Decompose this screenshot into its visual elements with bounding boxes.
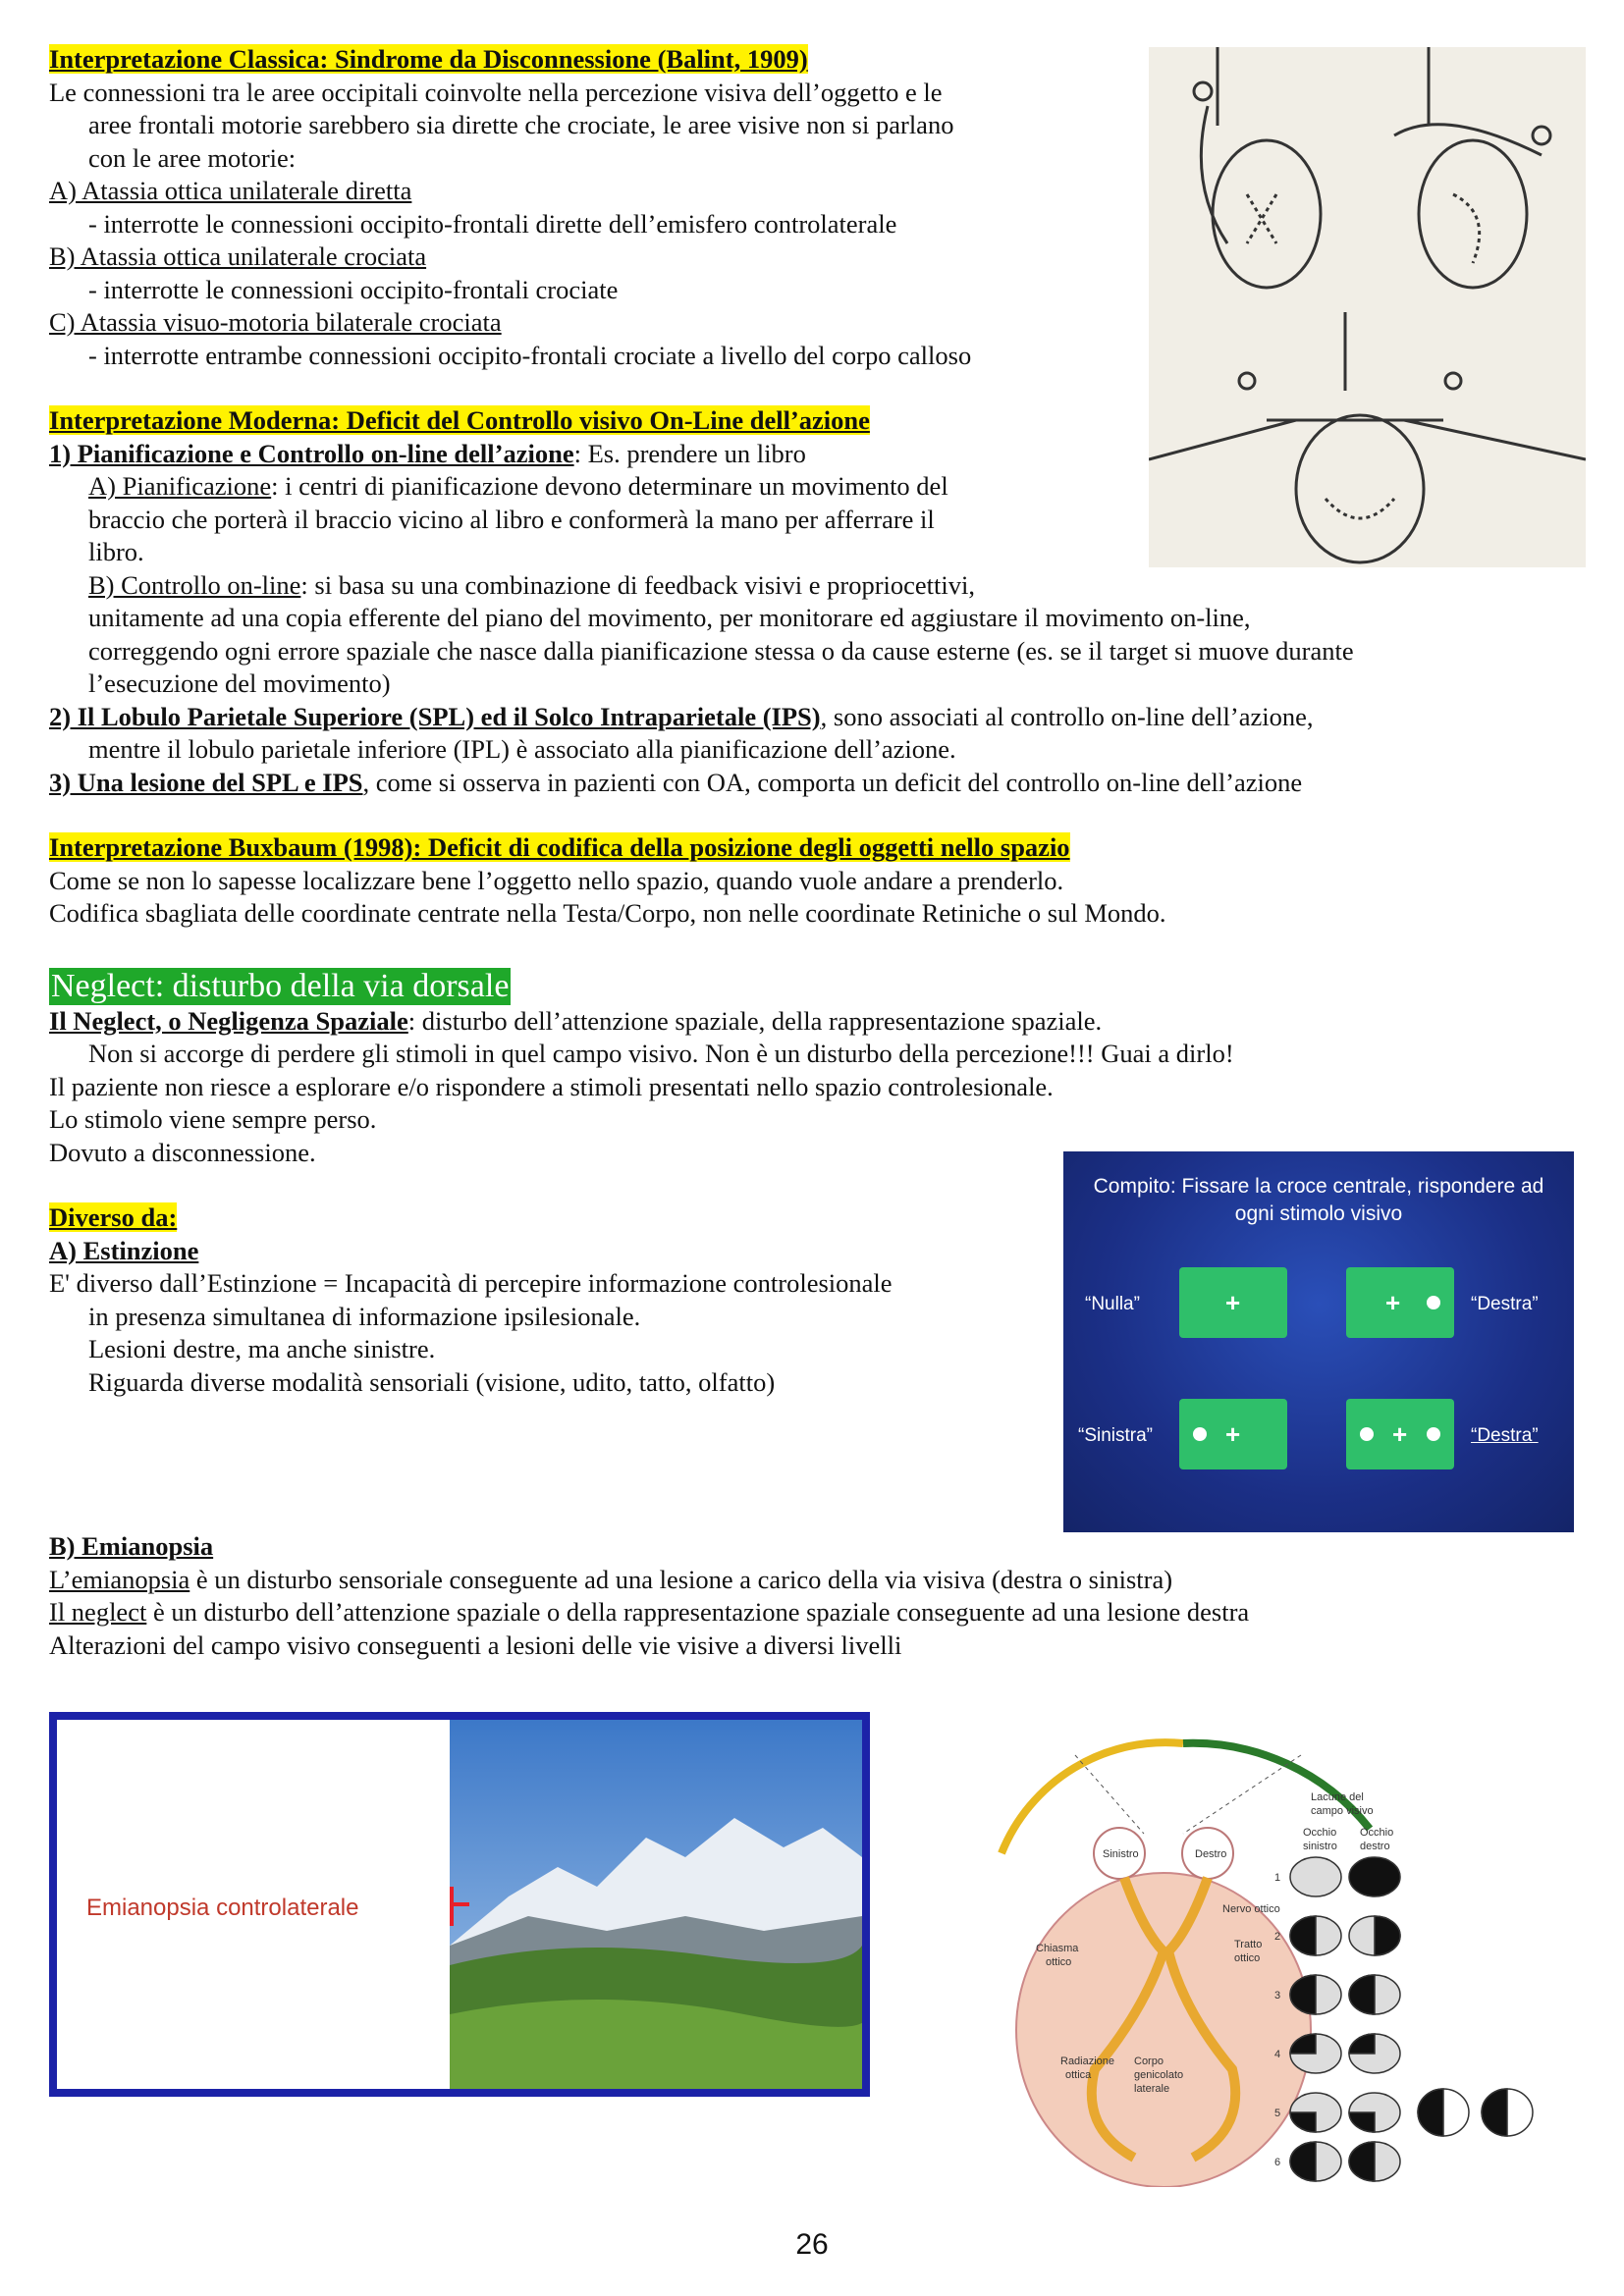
neglect-l2: Non si accorge di perdere gli stimoli in quel campo visivo. Non è un disturbo della percezione!!! Guai a dirlo! xyxy=(88,1039,1234,1068)
moderna-item2-label: 2) Il Lobulo Parietale Superiore (SPL) ed il Solco Intraparietale (IPS) xyxy=(49,701,821,731)
label-tratto-2: ottico xyxy=(1234,1952,1261,1964)
classica-a-title: A) Atassia ottica unilaterale diretta xyxy=(49,176,412,205)
page-number: 26 xyxy=(795,2228,829,2261)
buxbaum-heading: Interpretazione Buxbaum (1998): Deficit di codifica della posizione degli oggetti nello spazio xyxy=(49,832,1070,862)
label-destro: Destro xyxy=(1195,1848,1227,1860)
task-figure xyxy=(1063,1151,1574,1532)
label-destra: “Destra” xyxy=(1471,1294,1539,1314)
classica-a-text: - interrotte le connessioni occipito-frontali dirette dell’emisfero controlaterale xyxy=(88,208,897,239)
col-left-1: Occhio xyxy=(1303,1827,1337,1839)
stimulus-dot xyxy=(1193,1427,1207,1441)
field-title-2: campo visivo xyxy=(1311,1805,1374,1817)
row-number: 5 xyxy=(1274,2108,1281,2119)
moderna-item3-label: 3) Una lesione del SPL e IPS xyxy=(49,767,363,797)
moderna-heading: Interpretazione Moderna: Deficit del Controllo visivo On-Line dell’azione xyxy=(49,405,870,435)
diverso-a-l1: E' diverso dall’Estinzione = Incapacità di percepire informazione controlesionale xyxy=(49,1268,893,1298)
diverso-b-title: B) Emianopsia xyxy=(49,1531,214,1561)
neglect-l3: Il paziente non riesce a esplorare e/o rispondere a stimoli presentati nello spazio controlesionale. xyxy=(49,1071,1054,1101)
label-corpo-1: Corpo xyxy=(1134,2056,1164,2067)
neglect-def xyxy=(49,1005,1581,1039)
label-corpo-2: genicolato xyxy=(1134,2069,1184,2081)
balint-sketch-drawing xyxy=(1149,47,1586,567)
col-right-2: destro xyxy=(1360,1841,1390,1852)
stimulus-box-nulla xyxy=(1179,1267,1287,1338)
col-right-1: Occhio xyxy=(1360,1827,1394,1839)
classica-c-text: - interrotte entrambe connessioni occipito-frontali crociate a livello del corpo calloso xyxy=(88,340,972,370)
moderna-item1-label: 1) Pianificazione e Controllo on-line dell’azione xyxy=(49,438,574,468)
moderna-pian-text: : i centri di pianificazione devono determinare un movimento del xyxy=(271,471,948,501)
label-destra-bilateral: “Destra” xyxy=(1471,1425,1539,1446)
visual-pathway-drawing xyxy=(987,1716,1586,2187)
diverso-b-l2-label: Il neglect xyxy=(49,1597,147,1627)
classica-c-title: C) Atassia visuo-motoria bilaterale crociata xyxy=(49,307,502,337)
classica-heading-text: Interpretazione Classica: Sindrome da Disconnessione (Balint, 1909) xyxy=(49,44,808,74)
moderna-pian-l2: braccio che porterà il braccio vicino al libro e conformerà la mano per afferrare il xyxy=(88,504,935,534)
stimulus-box-sinistra xyxy=(1179,1399,1287,1469)
stimulus-box-destra xyxy=(1346,1267,1454,1338)
row-number: 4 xyxy=(1274,2049,1281,2060)
midline-marker-tick xyxy=(450,1902,469,1906)
neglect-def-label: Il Neglect, o Negligenza Spaziale xyxy=(49,1005,408,1036)
diverso-b-l1-label: L’emianopsia xyxy=(49,1564,190,1594)
classica-b-title: B) Atassia ottica unilaterale crociata xyxy=(49,241,427,271)
moderna-ctrl-l3: correggendo ogni errore spaziale che nasce dalla pianificazione stessa o da cause esterne (es. se il target si muove durante xyxy=(88,635,1354,666)
fixation-cross: + xyxy=(1225,1288,1241,1317)
task-title-line1: Compito: Fissare la croce centrale, rispondere ad xyxy=(1093,1175,1544,1198)
label-sinistro: Sinistro xyxy=(1103,1848,1139,1860)
row-number: 1 xyxy=(1274,1872,1281,1884)
classica-b-text: - interrotte le connessioni occipito-frontali crociate xyxy=(88,274,619,304)
neglect-title: Neglect: disturbo della via dorsale xyxy=(51,967,510,1004)
diverso-a-title: A) Estinzione xyxy=(49,1235,199,1265)
label-tratto-1: Tratto xyxy=(1234,1939,1263,1950)
diverso-a-l2: in presenza simultanea di informazione ipsilesionale. xyxy=(88,1301,641,1331)
label-chiasma-1: Chiasma xyxy=(1036,1943,1079,1954)
moderna-item3-rest: , come si osserva in pazienti con OA, comporta un deficit del controllo on-line dell’azione xyxy=(362,767,1303,797)
stimulus-dot xyxy=(1427,1427,1440,1441)
task-title-line2: ogni stimolo visivo xyxy=(1234,1202,1403,1225)
fixation-cross: + xyxy=(1392,1419,1408,1449)
buxbaum-l1: Come se non lo sapesse localizzare bene l’oggetto nello spazio, quando vuole andare a prenderlo. xyxy=(49,865,1064,895)
neglect-l4: Lo stimolo viene sempre perso. xyxy=(49,1104,377,1134)
classica-heading xyxy=(49,43,1119,77)
neglect-l5: Dovuto a disconnessione. xyxy=(49,1137,316,1167)
row-number: 6 xyxy=(1274,2157,1281,2168)
classica-p2: aree frontali motorie sarebbero sia dirette che crociate, le aree visive non si parlano xyxy=(88,110,954,139)
label-nervo-ottico: Nervo ottico xyxy=(1222,1903,1280,1915)
stimulus-box-both xyxy=(1346,1399,1454,1469)
moderna-ctrl-l2: unitamente ad una copia efferente del piano del movimento, per monitorare ed aggiustare il movimento on-line, xyxy=(88,603,1251,632)
diverso-a-l3: Lesioni destre, ma anche sinistre. xyxy=(88,1334,436,1363)
neglect-def-rest: : disturbo dell’attenzione spaziale, della rappresentazione spaziale. xyxy=(407,1005,1103,1036)
moderna-item2-l2: mentre il lobulo parietale inferiore (IPL) è associato alla pianificazione dell’azione. xyxy=(88,734,956,764)
diverso-b-l2-rest: è un disturbo dell’attenzione spaziale o della rappresentazione spaziale conseguente ad una lesione destra xyxy=(146,1597,1250,1627)
classica-p1: Le connessioni tra le aree occipitali coinvolte nella percezione visiva dell’oggetto e le xyxy=(49,77,943,107)
balint-sketch-figure xyxy=(1149,47,1586,567)
emianopsia-inner xyxy=(57,1720,862,2089)
label-chiasma-2: ottico xyxy=(1046,1956,1072,1968)
fixation-cross: + xyxy=(1225,1419,1241,1449)
emianopsia-figure xyxy=(49,1712,870,2097)
moderna-pian-label: A) Pianificazione xyxy=(88,471,272,501)
moderna-item3 xyxy=(49,767,1581,800)
midline-marker xyxy=(450,1887,454,1926)
moderna-ctrl-l1 xyxy=(49,569,1581,603)
diverso-b-l1 xyxy=(49,1564,1581,1597)
label-radiazione-2: ottica xyxy=(1065,2069,1092,2081)
field-title-1: Lacune del xyxy=(1311,1791,1364,1803)
moderna-item1-rest: : Es. prendere un libro xyxy=(573,438,806,468)
label-sinistra: “Sinistra” xyxy=(1078,1425,1154,1446)
visual-pathway-figure xyxy=(987,1716,1586,2187)
label-radiazione-1: Radiazione xyxy=(1060,2056,1115,2067)
moderna-ctrl-l4: l’esecuzione del movimento) xyxy=(88,668,391,698)
moderna-ctrl-text: : si basa su una combinazione di feedback visivi e propriocettivi, xyxy=(300,569,975,600)
diverso-heading: Diverso da: xyxy=(49,1202,178,1232)
buxbaum-l2: Codifica sbagliata delle coordinate centrate nella Testa/Corpo, non nelle coordinate Retiniche o sul Mondo. xyxy=(49,898,1166,928)
fixation-cross: + xyxy=(1385,1288,1401,1317)
moderna-ctrl-label: B) Controllo on-line xyxy=(88,569,301,600)
label-corpo-3: laterale xyxy=(1134,2083,1170,2095)
landscape-photo xyxy=(450,1720,862,2089)
moderna-pian-l3: libro. xyxy=(88,537,144,566)
moderna-item2-rest: , sono associati al controllo on-line dell’azione, xyxy=(820,701,1314,731)
row-number: 3 xyxy=(1274,1990,1281,2002)
emianopsia-label: Emianopsia controlaterale xyxy=(86,1895,359,1921)
stimulus-dot xyxy=(1360,1427,1374,1441)
diverso-b-l1-rest: è un disturbo sensoriale conseguente ad una lesione a carico della via visiva (destra o sinistra) xyxy=(189,1564,1173,1594)
task-title xyxy=(1063,1173,1574,1228)
row-number: 2 xyxy=(1274,1931,1281,1943)
classica-p3: con le aree motorie: xyxy=(88,142,297,173)
moderna-item2 xyxy=(49,701,1581,734)
col-left-2: sinistro xyxy=(1303,1841,1337,1852)
diverso-a-l4: Riguarda diverse modalità sensoriali (visione, udito, tatto, olfatto) xyxy=(88,1366,776,1397)
stimulus-dot xyxy=(1427,1296,1440,1309)
diverso-b-l3: Alterazioni del campo visivo conseguenti a lesioni delle vie visive a diversi livelli xyxy=(49,1629,902,1660)
label-nulla: “Nulla” xyxy=(1085,1294,1140,1314)
diverso-b-l2 xyxy=(49,1596,1581,1629)
